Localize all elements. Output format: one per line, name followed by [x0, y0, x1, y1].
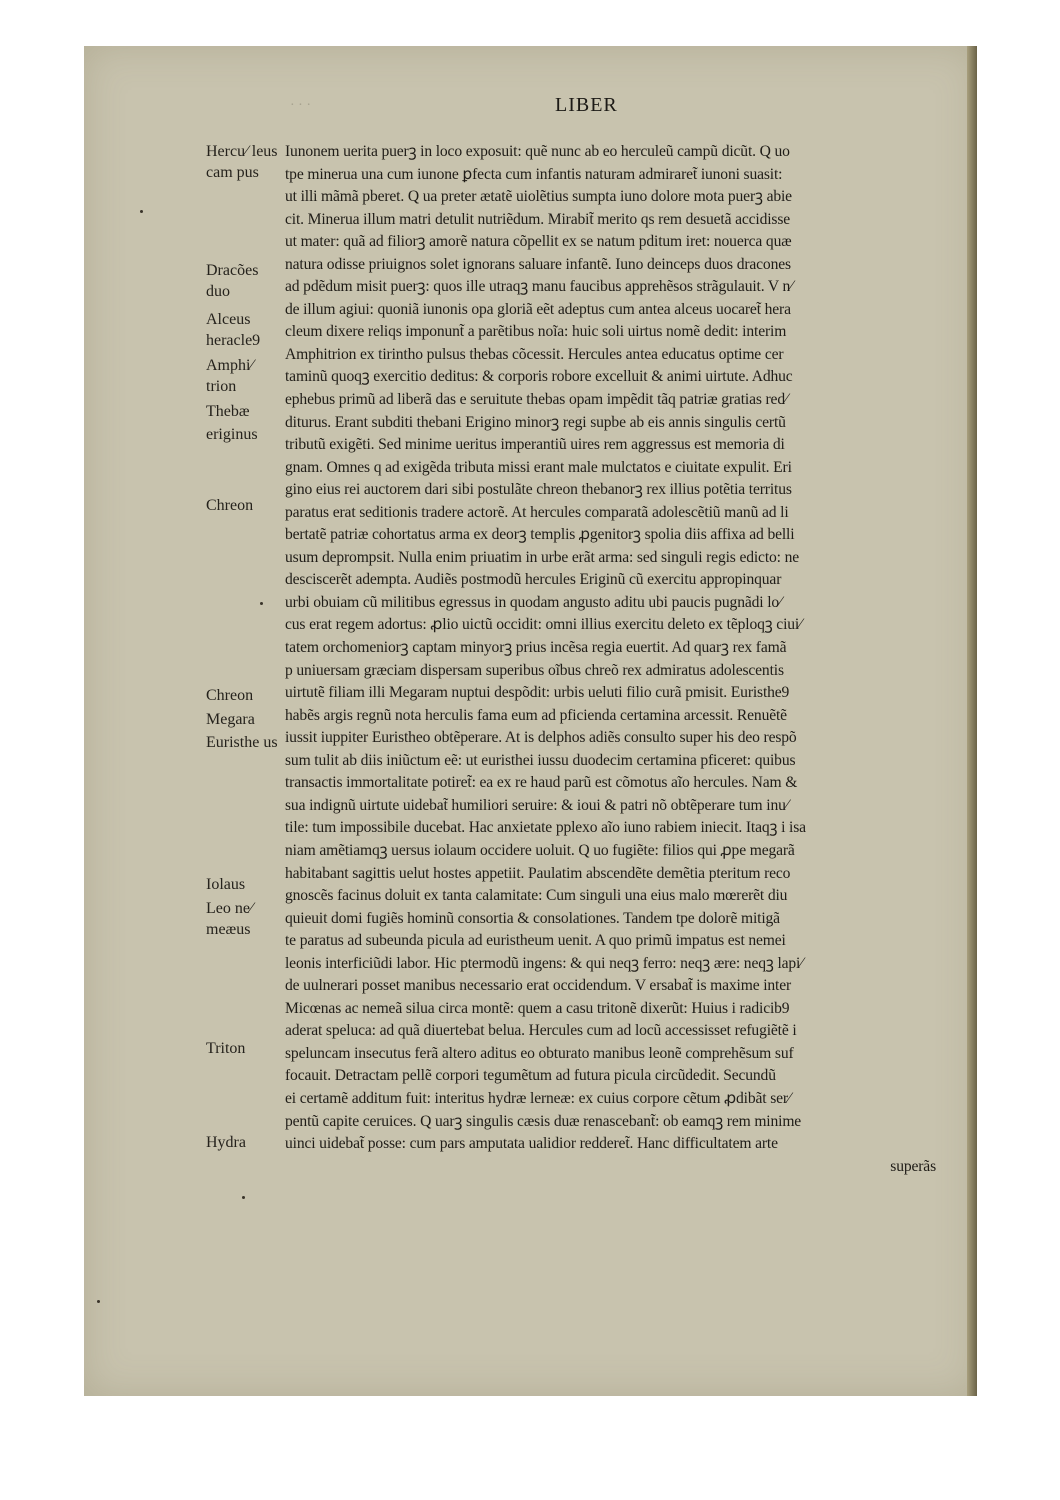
text-line: Amphitrion ex tirintho pulsus thebas cõcessit. Hercules antea educatus optime cer [285, 345, 784, 363]
text-line: natura odisse priuignos solet ignorans saluare infantẽ. Iuno deinceps duos dracones [285, 255, 791, 273]
text-line: pentũ capite ceruices. Q uarꝫ singulis cæsis duæ renascebant̃: ob eamqꝫ rem minime [285, 1112, 802, 1130]
text-line: uinci uidebat̃ posse: cum pars amputata ualidior redderet̃. Hanc difficultatem arte [285, 1135, 778, 1153]
text-line: ei certamẽ additum fuit: interitus hydræ lerneæ: ex cuius corpore cẽtum ꝓdibãt ser⁄ [285, 1089, 791, 1107]
text-line: habitabant sagittis uelut hostes appetiit. Paulatim abscendẽte demẽtia pteritum reco [285, 864, 791, 882]
text-line: Iunonem uerita puerꝫ in loco exposuit: quẽ nunc ab eo herculeũ campũ dicũt. Q uo [285, 143, 790, 160]
text-line: uirtutẽ filiam illi Megaram nuptui despõdit: urbis ueluti filio curã pmisit. Euristhe9 [285, 684, 790, 702]
text-line: taminũ quoqꝫ exercitio deditus: & corporis robore excelluit & animi uirtute. Adhuc [285, 368, 793, 386]
catchword: superãs [890, 1157, 936, 1175]
text-line: sua indignũ uirtute uidebat̃ humiliori seruire: & ioui & patri nõ obtẽperare tum inu⁄ [285, 796, 789, 814]
text-line: aderat speluca: ad quã diuertebat belua. Hercules cum ad locũ accessisset refugiẽtẽ i [285, 1022, 797, 1040]
text-line: niam amẽtiamqꝫ uersus iolaum occidere uoluit. Q uo fugiẽte: filios qui ꝓpe megarã [285, 841, 795, 859]
marginal-note: eriginus [206, 426, 258, 443]
text-line: desciscerẽt adempta. Audiẽs postmodũ hercules Eriginũ cũ exercitu appropinquar [285, 571, 782, 589]
text-line: focauit. Detractam pellẽ corpori tegumẽtum ad futura picula circũdedit. Secundũ [285, 1067, 776, 1085]
text-line: de illum agiui: quoniã iunonis opa gloriã eẽt adeptus cum antea alceus uocaret̃ hera [285, 300, 791, 318]
text-line: ad pdẽdum misit puerꝫ: quos ille utraqꝫ manu faucibus apprehẽsos strãgulauit. V n⁄ [285, 278, 793, 296]
stain-dot [97, 1300, 100, 1303]
text-line: cus erat regem adortus: ꝓlio uictũ occidit: omni illius exercitu deleto ex tẽploqꝫ ciui⁄ [285, 616, 802, 634]
text-line: bertatẽ patriæ cohortatus arma ex deorꝫ templis ꝓgenitorꝫ spolia diis affixa ad belli [285, 526, 795, 544]
text-line: diturus. Erant subditi thebani Erigino minorꝫ regi supbe ab eis annis singulis certũ [285, 413, 786, 431]
main-text-block [285, 141, 950, 1178]
text-line: usum deprompsit. Nulla enim priuatim in urbe erãt arma: sed singuli regis edicto: ne [285, 548, 800, 566]
text-line: gnoscẽs facinus doluit ex tanta calamitate: Cum singuli una eius malo mœrerẽt diu [285, 887, 788, 905]
marginal-note: Euristhe us [206, 734, 278, 751]
marginal-note: Amphi⁄ trion [206, 357, 254, 395]
text-line: te paratus ad subeunda picula ad euristheum uenit. A quo primũ impatus est nemei [285, 932, 786, 950]
text-line: p uniuersam græciam dispersam superibus oĩbus chreõ rex admiratus adolescentis [285, 661, 784, 679]
marginal-note: Triton [206, 1040, 246, 1057]
text-line: tpe minerua una cum iunone ꝑfecta cum infantis naturam admiraret̃ iunoni suasit: [285, 165, 783, 183]
text-line: quieuit domi fugiẽs hominũ consortia & consolationes. Tandem tpe dolorẽ mitigã [285, 909, 780, 927]
text-line: ephebus primũ ad liberã das e seruitute thebas opam impẽdit tãq patriæ gratias red⁄ [285, 391, 788, 409]
stain-dot [242, 1196, 245, 1199]
text-line: tributũ exigẽti. Sed minime ueritus imperantiũ uires rem aggressus est memoria di [285, 436, 785, 454]
text-line: paratus erat seditionis tradere actorẽ. At hercules comparatã adolescẽtiũ manũ ad li [285, 503, 789, 521]
show-through-marks: · · · [290, 98, 311, 113]
marginal-note: Leo ne⁄ meæus [206, 900, 253, 938]
stain-dot [260, 602, 263, 605]
text-line: speluncam insecutus ferã altero aditus eo obturato manibus leonẽ comprehẽsum suf [285, 1044, 794, 1062]
text-line: tile: tum impossibile ducebat. Hac anxietate pplexo aĩo iuno rabiem iniecit. Itaqꝫ i isa [285, 819, 806, 837]
text-line: habẽs argis regnũ nota herculis fama eum ad pficienda certamina arcessit. Renuẽtẽ [285, 706, 787, 724]
text-line: ut mater: quã ad filiorꝫ amorẽ natura cõpellit ex se natum pditum iret: nouerca quæ [285, 233, 792, 251]
text-line: cit. Minerua illum matri detulit nutriẽdum. Mirabit̃ merito qs rem desuetã accidisse [285, 210, 791, 228]
marginal-note: Dracões duo [206, 262, 259, 300]
text-line: leonis interficiũdi labor. Hic ptermodũ ingens: & qui neqꝫ ferro: neqꝫ ære: neqꝫ lapi⁄ [285, 954, 803, 972]
text-line: ut illi mãmã pberet. Q ua preter ætatẽ uiolẽtius sumpta iuno dolore mota puerꝫ abie [285, 188, 792, 206]
marginal-notes [206, 0, 282, 1500]
marginal-note: Chreon [206, 687, 254, 704]
text-line: sum tulit ab diis iniũctum eẽ: ut euristhei iussu duodecim certamina pficeret: quibus [285, 751, 796, 769]
text-line: Micœnas ac nemeã silua circa montẽ: quem a casu tritonẽ dixerũt: Huius i radicib9 [285, 999, 790, 1017]
running-title: LIBER [555, 94, 618, 116]
marginal-note: Thebæ [206, 403, 250, 420]
text-line: iussit iuppiter Euristheo obtẽperare. At is delphos adiẽs consulto super his deo respõ [285, 729, 797, 747]
marginal-note: Iolaus [206, 876, 246, 893]
marginal-note: Alceus heracle9 [206, 311, 261, 349]
stain-dot [140, 210, 143, 213]
text-line: cleum dixere reliqs imponunt̃ a parẽtibus noĩa: huic soli uirtus nomẽ dedit: interim [285, 323, 787, 341]
marginal-note: Hercu⁄ leus cam pus [206, 143, 278, 181]
marginal-note: Chreon [206, 497, 254, 514]
text-line: de uulnerari posset manibus necessario erat occidendum. V ersabat̃ is maxime inter [285, 977, 792, 995]
text-line: gino eius rei auctorem dari sibi postulãte chreon thebanorꝫ rex illius potẽtia territus [285, 481, 792, 499]
marginal-note: Hydra [206, 1134, 246, 1151]
text-line: urbi obuiam cũ militibus egressus in quodam angusto aditu ubi paucis pugnãdi lo⁄ [285, 593, 782, 611]
text-line: transactis immortalitate potiret̃: ea ex re haud parũ est cõmotus aĩo hercules. Nam & [285, 774, 798, 792]
marginal-note: Megara [206, 711, 255, 728]
text-line: gnam. Omnes q ad exigẽda tributa missi erant male mulctatos e ciuitate expulit. Eri [285, 458, 792, 476]
page-edge [967, 46, 977, 1396]
text-line: tatem orchomeniorꝫ captam minyorꝫ prius incẽsa regia euertit. Ad quarꝫ rex famã [285, 639, 787, 657]
